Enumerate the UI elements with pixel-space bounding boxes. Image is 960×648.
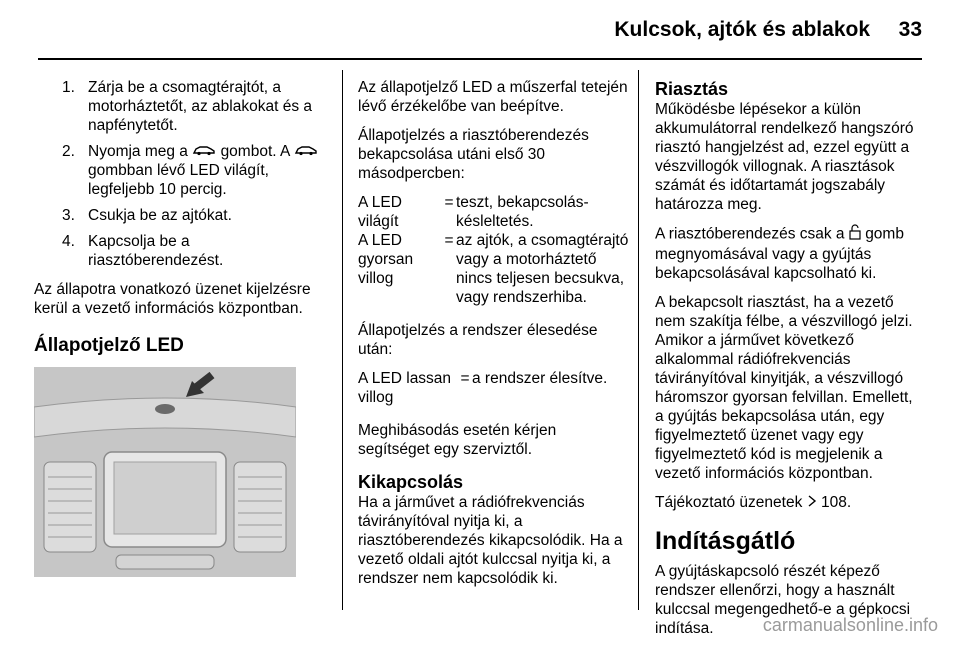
alarm-triggered-paragraph: A bekapcsolt riasztást, ha a vezető nem szakítja félbe, a vészvillogó jelzi. Amikor a járművet következő alkalommal rádiófrekvenciás távirányítóval kinyitják, a vészvillogó háromszor gyorsan felvillan. Emellett, a gyújtás bekapcsolása után, egy figyelmeztető üzenet vagy egy figyelmeztető kód is megjelenik a vezető információs központban. bbox=[655, 294, 913, 482]
column-1 bbox=[34, 78, 324, 577]
page-reference-icon bbox=[807, 493, 817, 512]
table-row: A LED világít = teszt, bekapcsolás-késleltetés. bbox=[358, 194, 589, 230]
section-heading-deactivation: Kikapcsolás bbox=[358, 472, 464, 492]
alarm-paragraph: Működésbe lépésekor a külön akkumulátorral rendelkező hangszóró riasztó hangjelzést ad, ezzel együtt a vészvillogók villognak. A riasztások számát és időtartamát jogszabály határozza meg. bbox=[655, 101, 914, 213]
page-number: 33 bbox=[898, 18, 922, 41]
step-item: 1. Zárja be a csomagtérajtót, a motorháztetőt, az ablakokat és a napfénytetőt. bbox=[62, 79, 313, 134]
header-divider bbox=[38, 58, 922, 60]
watermark: carmanualsonline.info bbox=[762, 615, 938, 635]
table-row: A LED lassan villog = a rendszer élesítve. bbox=[358, 370, 608, 406]
malfunction-paragraph: Meghibásodás esetén kérjen segítséget egy szerviztől. bbox=[358, 422, 557, 458]
dashboard-led-figure bbox=[34, 367, 296, 577]
column-divider-2 bbox=[638, 70, 639, 610]
page-section-title: Kulcsok, ajtók és ablakok bbox=[614, 18, 870, 41]
car-alarm-icon bbox=[294, 142, 318, 161]
info-messages-reference: Tájékoztató üzenetek 108. bbox=[655, 494, 852, 511]
section-heading-status-led: Állapotjelző LED bbox=[34, 335, 184, 357]
immobiliser-paragraph: A gyújtáskapcsoló részét képező rendszer ellenőrzi, hogy a használt kulccsal megengedhető-e a gépkocsi indítása. bbox=[655, 563, 911, 638]
led-location-paragraph: Az állapotjelző LED a műszerfal tetején lévő érzékelőbe van beépítve. bbox=[358, 79, 628, 115]
column-divider-1 bbox=[342, 70, 343, 610]
step-item: 4. Kapcsolja be a riasztóberendezést. bbox=[62, 233, 224, 270]
column-2 bbox=[358, 78, 630, 598]
deactivation-paragraph: Ha a járművet a rádiófrekvenciás távirányítóval nyitja ki, a riasztóberendezés kikapcsolódik. Ha a vezető oldali ajtót kulccsal nyitja ki, a rendszer nem kapcsolódik ki. bbox=[358, 494, 623, 587]
car-alarm-icon bbox=[192, 142, 216, 161]
status-led-table-1 bbox=[358, 193, 630, 307]
status-led-table-2 bbox=[358, 369, 607, 407]
step-item: 3. Csukja be az ajtókat. bbox=[62, 207, 232, 225]
section-heading-alarm: Riasztás bbox=[655, 79, 729, 99]
step-item: 2. Nyomja meg a gombot. A gombban lévő LED világít, legfeljebb 10 percig. bbox=[58, 142, 324, 199]
unlock-icon bbox=[849, 224, 861, 245]
alarm-off-paragraph: A riasztóberendezés csak a gomb megnyomásával vagy a gyújtás bekapcsolásával kapcsolható ki. bbox=[655, 225, 904, 282]
steps-list bbox=[58, 78, 324, 270]
status-message-paragraph: Az állapotra vonatkozó üzenet kijelzésre kerül a vezető információs központban. bbox=[34, 281, 311, 318]
table-row: A LED gyorsan villog = az ajtók, a csomagtérajtó vagy a motorháztető nincs teljesen becsukva, vagy rendszerhiba. bbox=[358, 232, 629, 306]
status-first-30s-paragraph: Állapotjelzés a riasztóberendezés bekapcsolása utáni első 30 másodpercben: bbox=[358, 127, 589, 182]
section-heading-immobiliser: Indításgátló bbox=[655, 527, 796, 556]
column-3 bbox=[655, 78, 923, 648]
status-armed-paragraph: Állapotjelzés a rendszer élesedése után: bbox=[358, 322, 598, 358]
